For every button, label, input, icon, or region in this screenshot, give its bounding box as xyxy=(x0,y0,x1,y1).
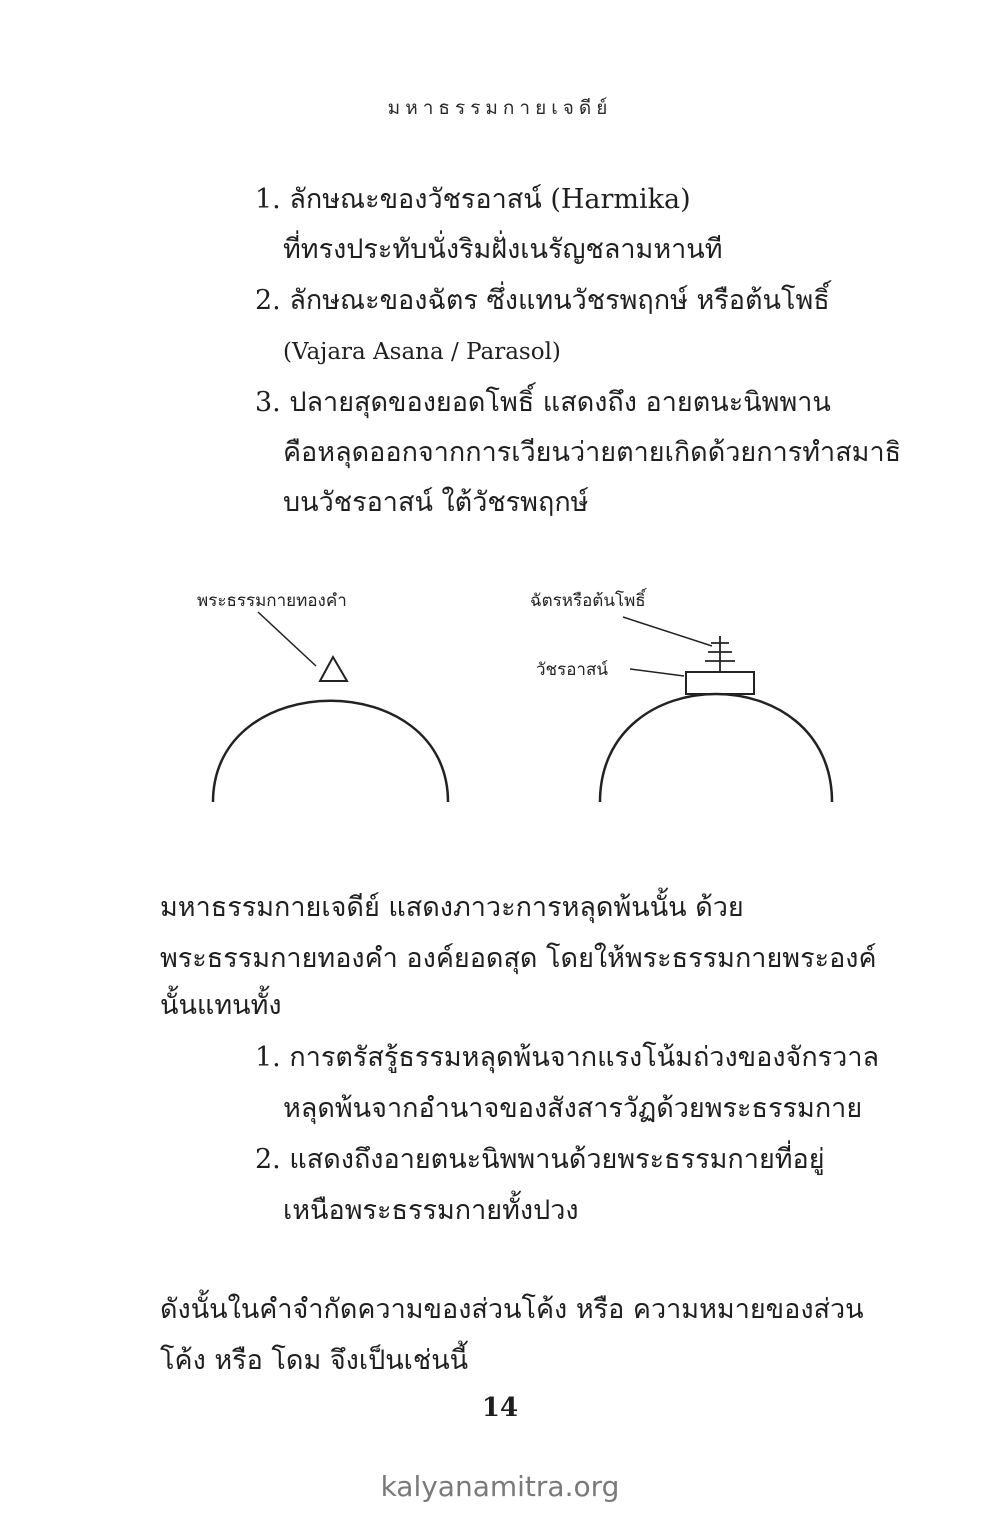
harmika-block xyxy=(686,672,754,694)
golden-dhammakaya-triangle-icon xyxy=(320,657,347,681)
golden-dhammakaya-label: พระธรรมกายทองคำ xyxy=(197,591,347,611)
list1-item2-line2: (Vajara Asana / Parasol) xyxy=(283,339,561,365)
harmika-leader-line xyxy=(630,669,684,676)
list2-item1-line2: หลุดพ้นจากอำนาจของสังสารวัฏด้วยพระธรรมกาย xyxy=(283,1093,863,1124)
running-head: มหาธรรมกายเจดีย์ xyxy=(387,97,613,119)
para1-line3: นั้นแทนทั้ง xyxy=(160,990,282,1021)
list2-item2-line2: เหนือพระธรรมกายทั้งปวง xyxy=(283,1195,579,1226)
watermark: kalyanamitra.org xyxy=(380,1470,620,1503)
list2-item1-line1: 1. การตรัสรู้ธรรมหลุดพ้นจากแรงโน้มถ่วงของจักรวาล xyxy=(255,1042,880,1073)
left-leader-line xyxy=(258,612,316,666)
left-dome-arc xyxy=(213,701,448,802)
para1-line1: มหาธรรมกายเจดีย์ แสดงภาวะการหลุดพ้นนั้น ด้วย xyxy=(160,892,744,923)
list1-item3-line1: 3. ปลายสุดของยอดโพธิ์ แสดงถึง อายตนะนิพพาน xyxy=(255,387,831,418)
list1-item3-line3: บนวัชรอาสน์ ใต้วัชรพฤกษ์ xyxy=(283,487,589,518)
list2-item2-line1: 2. แสดงถึงอายตนะนิพพานด้วยพระธรรมกายที่อยู่ xyxy=(255,1144,825,1175)
harmika-label: วัชรอาสน์ xyxy=(536,660,608,680)
para2-line2: โค้ง หรือ โดม จึงเป็นเช่นนี้ xyxy=(160,1345,469,1376)
right-dome-arc xyxy=(600,694,832,802)
parasol-label: ฉัตรหรือต้นโพธิ์ xyxy=(530,591,646,611)
list1-item2-line1: 2. ลักษณะของฉัตร ซึ่งแทนวัชรพฤกษ์ หรือต้นโพธิ์ xyxy=(255,285,830,316)
dome-diagram xyxy=(0,560,1000,820)
page-number: 14 xyxy=(481,1393,519,1423)
list1-item1-line1: 1. ลักษณะของวัชรอาสน์ (Harmika) xyxy=(255,184,691,215)
para2-line1: ดังนั้นในคำจำกัดความของส่วนโค้ง หรือ ความหมายของส่วน xyxy=(160,1294,864,1325)
list1-item1-line2: ที่ทรงประทับนั่งริมฝั่งเนรัญชลามหานที xyxy=(283,234,723,265)
para1-line2: พระธรรมกายทองคำ องค์ยอดสุด โดยให้พระธรรมกายพระองค์ xyxy=(160,943,877,974)
parasol-leader-line xyxy=(623,617,712,646)
list1-item3-line2: คือหลุดออกจากการเวียนว่ายตายเกิดด้วยการทำสมาธิ xyxy=(283,437,902,468)
right-dome xyxy=(600,617,832,802)
left-dome xyxy=(213,612,448,802)
